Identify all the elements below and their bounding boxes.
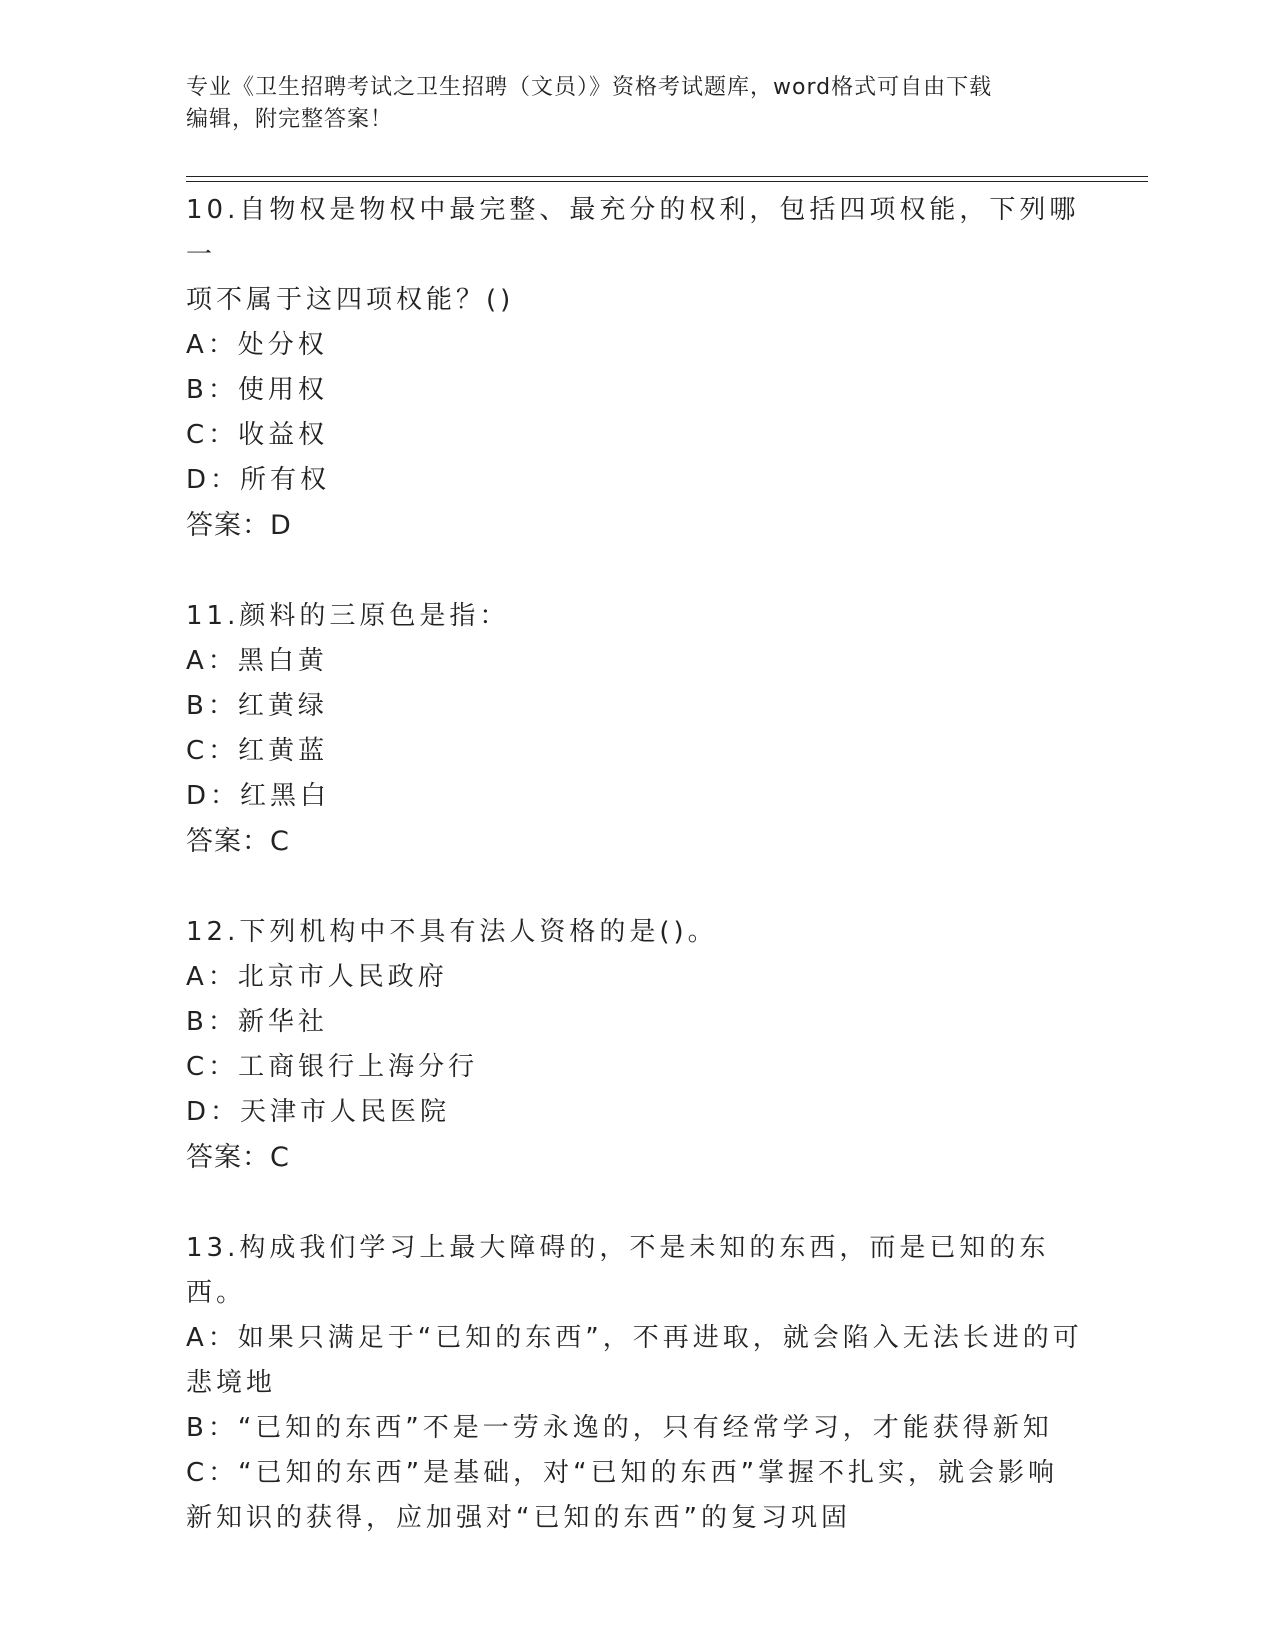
option-b: B：“已知的东西”不是一劳永逸的，只有经常学习，才能获得新知 bbox=[186, 1413, 1053, 1443]
option-b: B：红黄绿 bbox=[186, 691, 328, 721]
header-line-2: 编辑，附完整答案！ bbox=[186, 107, 394, 132]
question-text: 13.构成我们学习上最大障碍的，不是未知的东西，而是已知的东西。 bbox=[186, 1233, 1050, 1308]
question-text: 11.颜料的三原色是指： bbox=[186, 601, 510, 631]
option-c: C：工商银行上海分行 bbox=[186, 1052, 479, 1082]
question-text: 12.下列机构中不具有法人资格的是()。 bbox=[186, 917, 718, 947]
option-c-continued: 新知识的获得，应加强对“已知的东西”的复习巩固 bbox=[186, 1503, 851, 1533]
option-d: D：天津市人民医院 bbox=[186, 1097, 451, 1127]
question-12 bbox=[186, 910, 1086, 1180]
option-a-continued: 悲境地 bbox=[186, 1368, 277, 1398]
option-d: D：所有权 bbox=[186, 465, 331, 495]
question-text: 项不属于这四项权能？() bbox=[186, 285, 515, 315]
option-a: A：如果只满足于“已知的东西”，不再进取，就会陷入无法长进的可 bbox=[186, 1323, 1083, 1353]
answer-line: 答案：C bbox=[186, 1142, 290, 1173]
option-b: B：使用权 bbox=[186, 375, 328, 405]
header-divider-bottom bbox=[186, 181, 1148, 182]
option-c: C：红黄蓝 bbox=[186, 736, 329, 766]
question-11 bbox=[186, 594, 1086, 864]
option-a: A：处分权 bbox=[186, 330, 328, 360]
answer-line: 答案：D bbox=[186, 510, 292, 541]
option-a: A：黑白黄 bbox=[186, 646, 328, 676]
question-list bbox=[186, 188, 1086, 1541]
question-text: 10.自物权是物权中最完整、最充分的权利，包括四项权能，下列哪一 bbox=[186, 195, 1080, 270]
option-d: D：红黑白 bbox=[186, 781, 331, 811]
question-13 bbox=[186, 1226, 1086, 1541]
option-a: A：北京市人民政府 bbox=[186, 962, 448, 992]
option-c: C：收益权 bbox=[186, 420, 329, 450]
answer-line: 答案：C bbox=[186, 826, 290, 857]
document-header bbox=[186, 72, 1066, 136]
option-c: C：“已知的东西”是基础，对“已知的东西”掌握不扎实，就会影响 bbox=[186, 1458, 1059, 1488]
header-line-1: 专业《卫生招聘考试之卫生招聘（文员）》资格考试题库，word格式可自由下载 bbox=[186, 75, 993, 100]
question-10 bbox=[186, 188, 1086, 548]
option-b: B：新华社 bbox=[186, 1007, 328, 1037]
header-divider-top bbox=[186, 176, 1148, 177]
